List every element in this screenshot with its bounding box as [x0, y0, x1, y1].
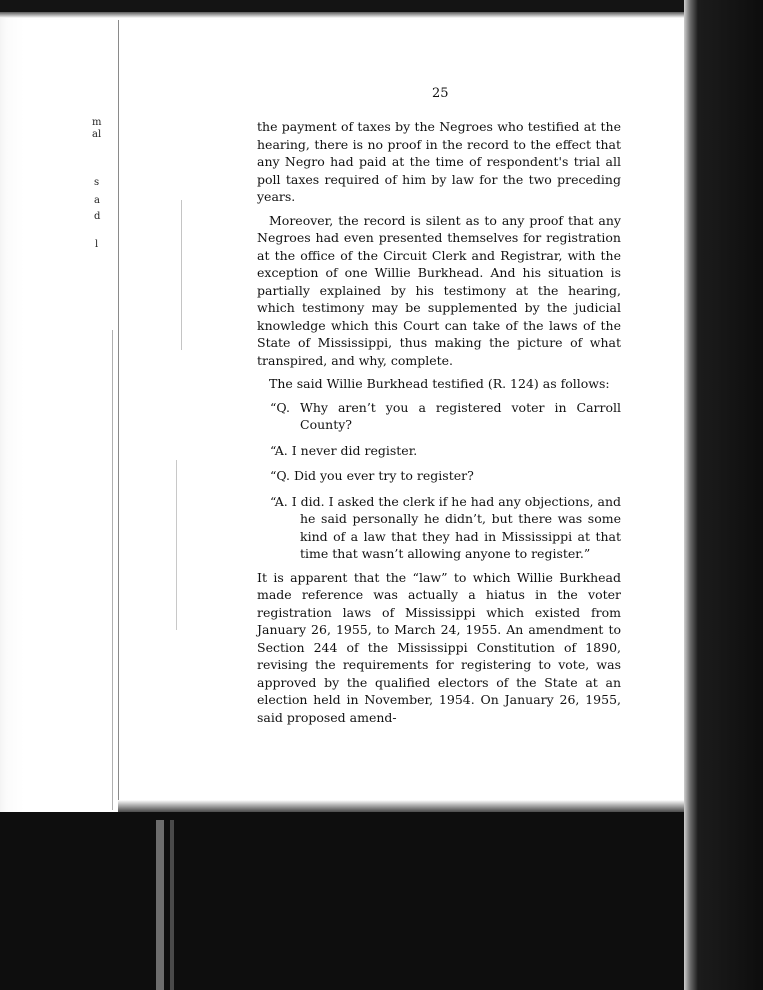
bleed-through-line [181, 200, 182, 350]
facing-page-mark: m [92, 117, 102, 128]
scan-right-border [684, 0, 763, 990]
scan-bottom-border [0, 812, 763, 990]
paragraph: Moreover, the record is silent as to any proof that any Negroes had even presented themselves for registration at the office of the Circuit Clerk and Registrar, with the exception of one Willie Burkhead. And his situation is partially explained by his testimony at the hearing, which testimony may be supplemented by the judicial knowledge which this Court can take of the laws of the State of Mississippi, thus making the picture of what transpired, and why, complete. [257, 212, 621, 368]
facing-page-mark: s [94, 177, 100, 188]
testimony-line: “Q. Did you ever try to register? [270, 468, 474, 483]
facing-page-mark: l [95, 239, 99, 250]
gutter-crease-faint [112, 330, 113, 810]
page-body [257, 118, 621, 726]
gutter-crease [118, 20, 119, 810]
testimony-line: “A. I did. I asked the clerk if he had any objections, and he said personally he didn’t, but there was some kind of a law that they had in Mississippi at that time that wasn’t allowing anyone to register.” [270, 493, 622, 561]
facing-page-mark: al [92, 129, 102, 140]
bleed-through-line [176, 460, 177, 630]
facing-page-mark: d [94, 211, 101, 222]
page-number: 25 [432, 86, 449, 101]
testimony-line: “A. I never did register. [270, 442, 418, 458]
paragraph: The said Willie Burkhead testified (R. 124) as follows: [269, 376, 610, 391]
facing-page-mark: a [94, 195, 100, 206]
paragraph: It is apparent that the “law” to which Willie Burkhead made reference was actually a hiatus in the voter registration laws of Mississippi which existed from January 26, 1955, to March 24, 1955. An amendment to Section 244 of the Mississippi Constitution of 1890, revising the requirements for registering to vote, was approved by the qualified electors of the State at an election held in November, 1954. On January 26, 1955, said proposed amend- [257, 569, 621, 725]
scan-top-border [0, 0, 763, 12]
paragraph: the payment of taxes by the Negroes who testified at the hearing, there is no proof in the record to the effect that any Negro had paid at the time of respondent's trial all poll taxes required of him by law for the two preceding years. [257, 119, 621, 204]
scan-top-shadow [0, 12, 763, 18]
testimony-line: “Q. Why aren’t you a registered voter in Carroll County? [270, 399, 621, 432]
binding-highlight [170, 820, 174, 990]
binding-highlight [156, 820, 164, 990]
